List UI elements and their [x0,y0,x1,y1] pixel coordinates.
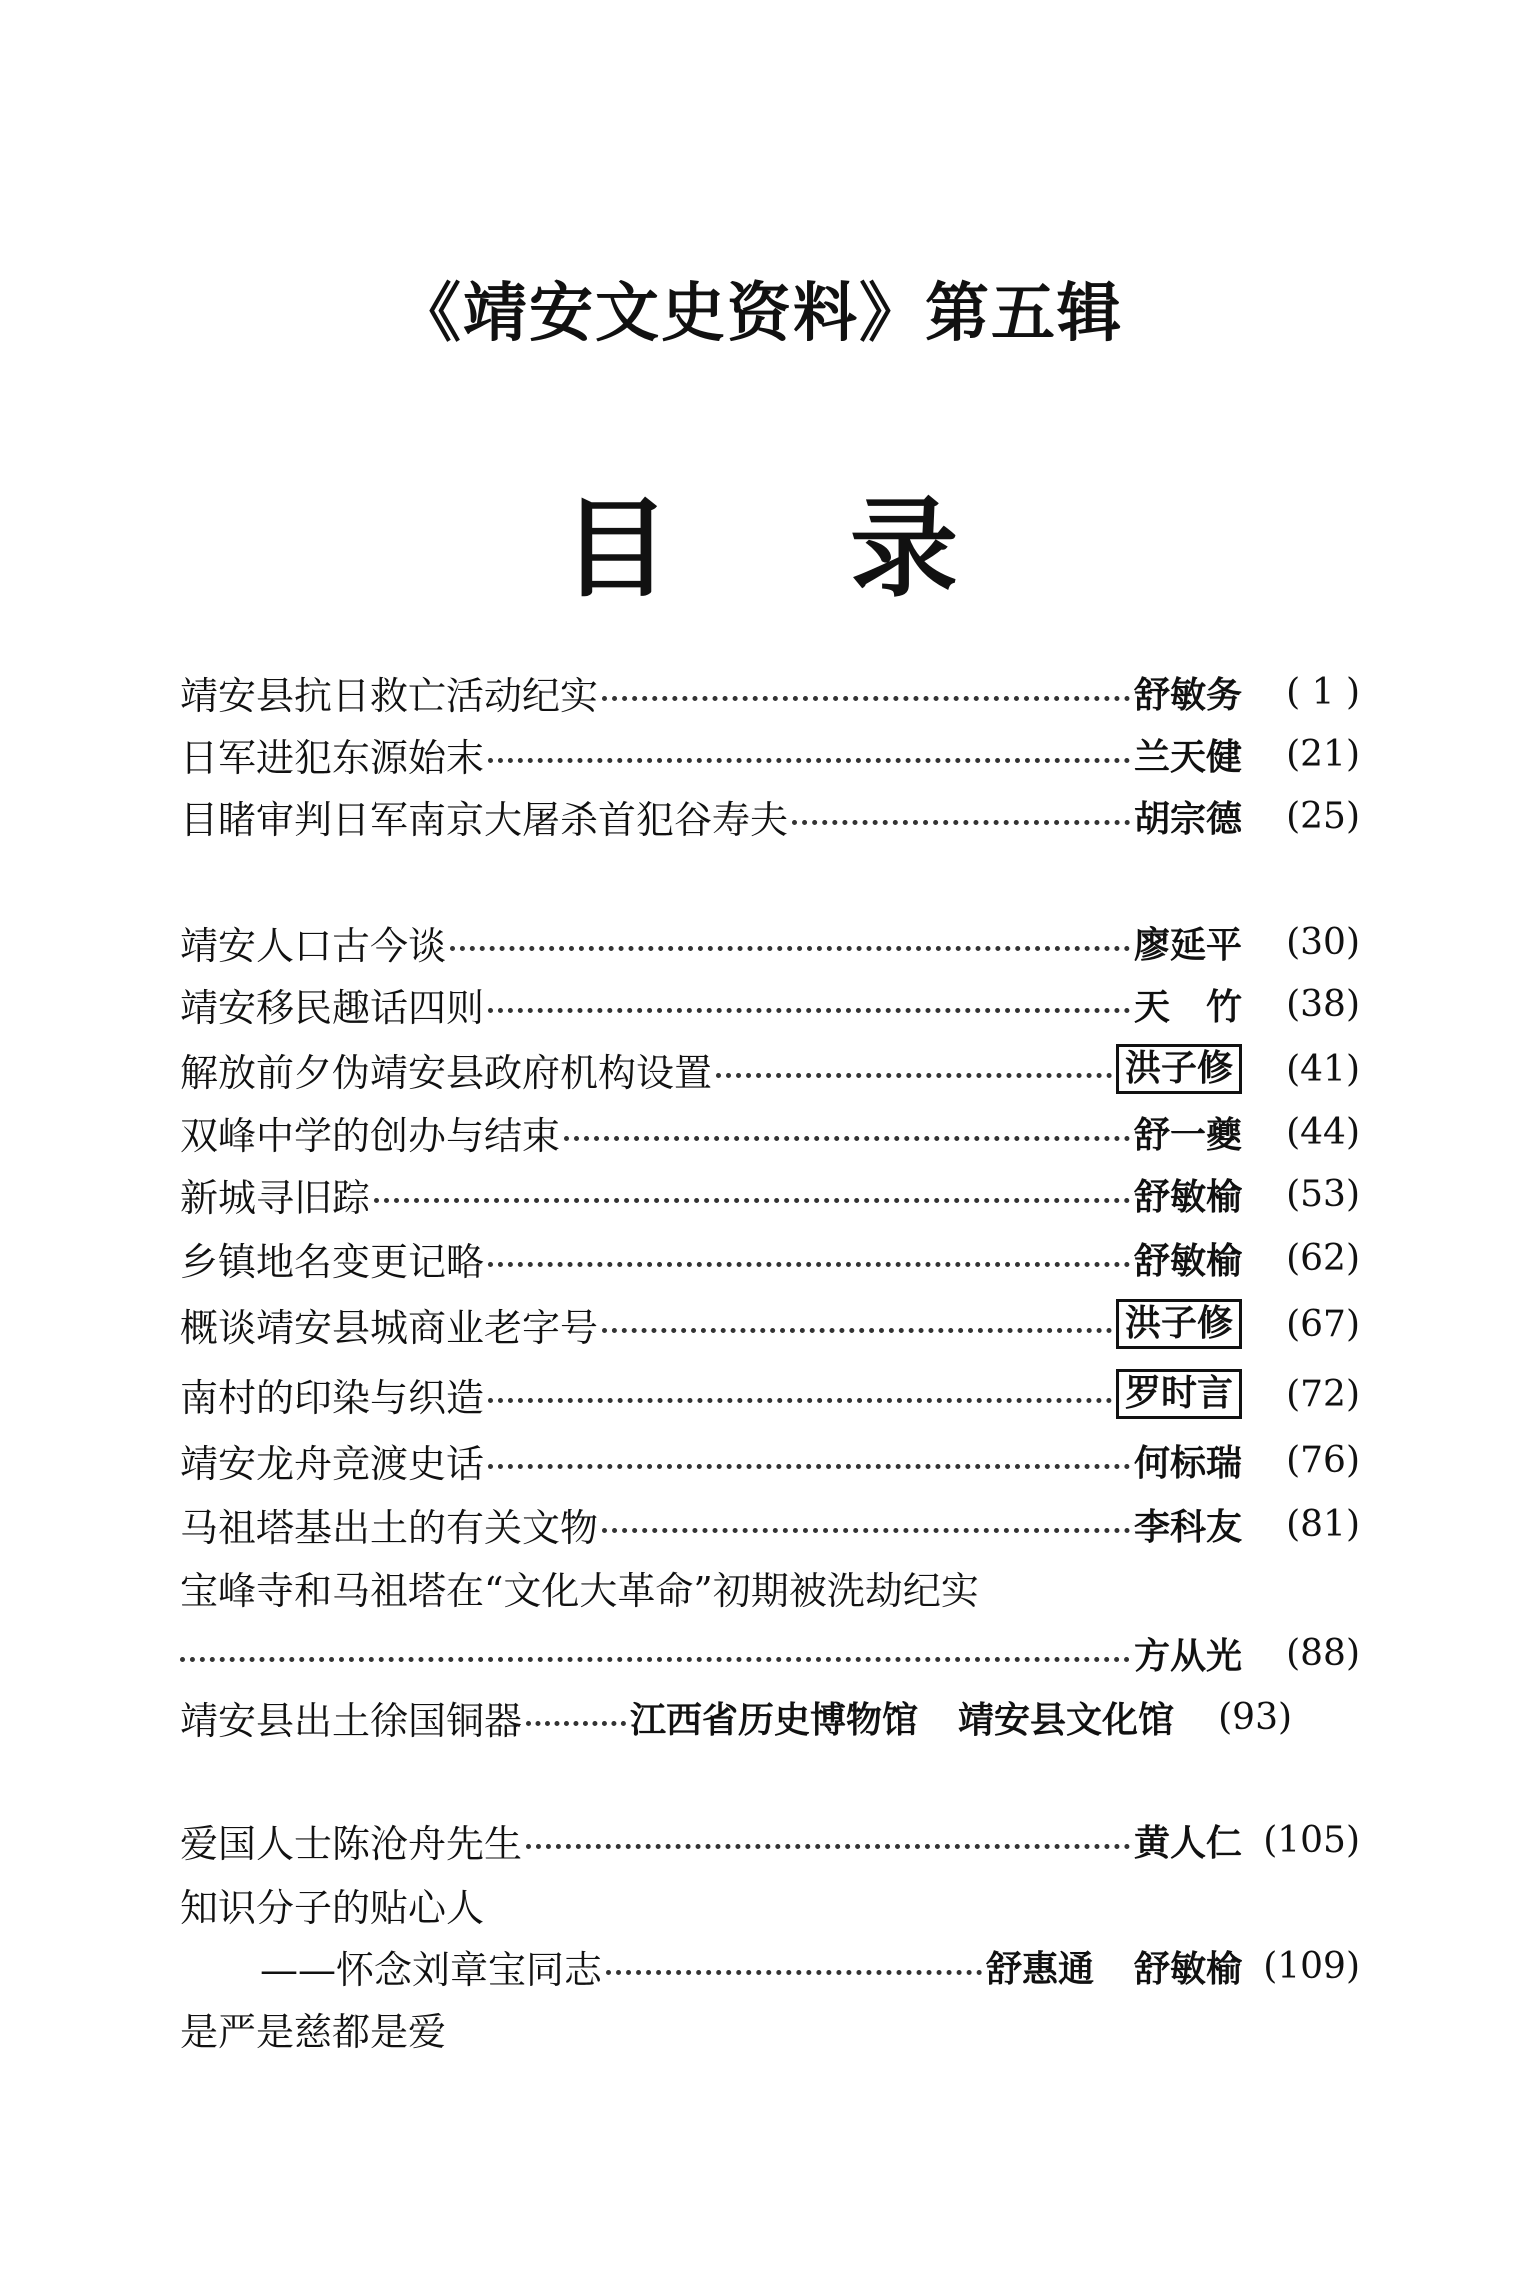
leader-dots [488,1398,1112,1403]
leader-dots [488,1262,1130,1267]
toc-entry-title-line [180,1555,979,1619]
leader-dots [716,1073,1112,1078]
entry-author-2: 靖安县文化馆 [958,1699,1175,1741]
entry-author: 洪子修 [1116,1299,1242,1349]
entry-subtitle: ——怀念刘章宝同志 [260,1947,603,1992]
toc-entry-continuation [180,1621,1360,1685]
toc-entry [180,1428,1360,1492]
entry-author: 舒一夔 [1133,1114,1242,1156]
entry-page: (67) [1286,1303,1360,1345]
entry-page: (88) [1286,1632,1360,1674]
entry-page: (25) [1286,795,1360,837]
entry-page: (53) [1286,1173,1360,1215]
leader-dots [450,946,1130,951]
entry-title: 靖安移民趣话四则 [180,985,485,1030]
entry-author: 舒惠通 [985,1948,1094,1990]
entry-title: 靖安县出土徐国铜器 [180,1698,523,1743]
entry-author: 方从光 [1133,1635,1242,1677]
entry-title: 日军进犯东源始末 [180,735,485,780]
toc-entry [180,1162,1360,1226]
toc-entry [180,1685,1360,1749]
toc-heading-char-2: 录 [850,487,959,612]
entry-page: (30) [1286,921,1360,963]
toc-entry [180,910,1360,974]
leader-dots [602,1328,1112,1333]
entry-page: (109) [1263,1945,1360,1987]
toc-heading-char-1: 目 [561,487,670,612]
entry-author: 舒敏榆 [1133,1176,1242,1218]
entry-title: 靖安龙舟竞渡史话 [180,1441,485,1486]
leader-dots [488,1464,1130,1469]
toc-entry [180,1492,1360,1556]
leader-dots [526,1844,1130,1849]
entry-page: (93) [1218,1696,1293,1738]
entry-page: (21) [1286,733,1360,775]
leader-dots [488,1008,1130,1013]
entry-title: 爱国人士陈沧舟先生 [180,1821,523,1866]
toc-entry-title-line [180,1996,446,2060]
book-title: 《靖安文史资料》第五辑 [397,277,1123,351]
leader-dots [180,1657,1130,1662]
entry-author: 天 竹 [1133,986,1242,1028]
entry-author: 罗时言 [1116,1369,1242,1419]
entry-page: (81) [1286,1503,1360,1545]
toc-entry [180,1037,1360,1101]
entry-author: 廖延平 [1133,924,1242,966]
leader-dots [792,820,1130,825]
entry-author: 舒敏务 [1133,674,1242,716]
leader-dots [606,1970,982,1975]
leader-dots [526,1721,626,1726]
entry-author: 舒敏榆 [1133,1240,1242,1282]
entry-page: (41) [1286,1048,1360,1090]
entry-page: (62) [1286,1237,1360,1279]
leader-dots [602,696,1130,701]
entry-title: 概谈靖安县城商业老字号 [180,1305,599,1350]
entry-author-2: 舒敏榆 [1133,1948,1242,1990]
entry-title: 新城寻旧踪 [180,1175,371,1220]
entry-title: 知识分子的贴心人 [180,1885,485,1930]
entry-page: (44) [1286,1111,1360,1153]
entry-title: 是严是慈都是爱 [180,2009,447,2054]
entry-author: 李科友 [1133,1506,1242,1548]
entry-title: 双峰中学的创办与结束 [180,1113,561,1158]
entry-title: 马祖塔基出土的有关文物 [180,1505,599,1550]
toc-entry [180,1100,1360,1164]
entry-title: 靖安人口古今谈 [180,923,447,968]
toc-entry [180,722,1360,786]
leader-dots [488,758,1130,763]
toc-entry [180,1292,1360,1356]
entry-page: (105) [1263,1819,1360,1861]
entry-page: ( 1 ) [1286,671,1360,713]
leader-dots [564,1136,1130,1141]
entry-author: 胡宗德 [1133,798,1242,840]
toc-entry [180,1808,1360,1872]
entry-author: 黄人仁 [1133,1822,1242,1864]
entry-author: 兰天健 [1133,736,1242,778]
entry-title: 南村的印染与织造 [180,1375,485,1420]
leader-dots [374,1198,1130,1203]
entry-title: 目睹审判日军南京大屠杀首犯谷寿夫 [180,797,789,842]
entry-page: (38) [1286,983,1360,1025]
entry-title: 宝峰寺和马祖塔在“文化大革命”初期被洗劫纪实 [180,1568,979,1613]
toc-entry [180,1362,1360,1426]
toc-entry [180,784,1360,848]
entry-title: 解放前夕伪靖安县政府机构设置 [180,1050,713,1095]
toc-entry [180,660,1360,724]
entry-author: 何标瑞 [1133,1442,1242,1484]
entry-title: 靖安县抗日救亡活动纪实 [180,673,599,718]
toc-entry [180,972,1360,1036]
entry-author: 洪子修 [1116,1044,1242,1094]
toc-heading [0,462,1520,617]
entry-page: (72) [1286,1373,1360,1415]
toc-entry-title-line [180,1872,484,1936]
entry-page: (76) [1286,1439,1360,1481]
toc-entry-continuation [260,1934,1360,1998]
entry-author: 江西省历史博物馆 [630,1699,919,1741]
leader-dots [602,1528,1130,1533]
entry-title: 乡镇地名变更记略 [180,1239,485,1284]
toc-entry [180,1226,1360,1290]
